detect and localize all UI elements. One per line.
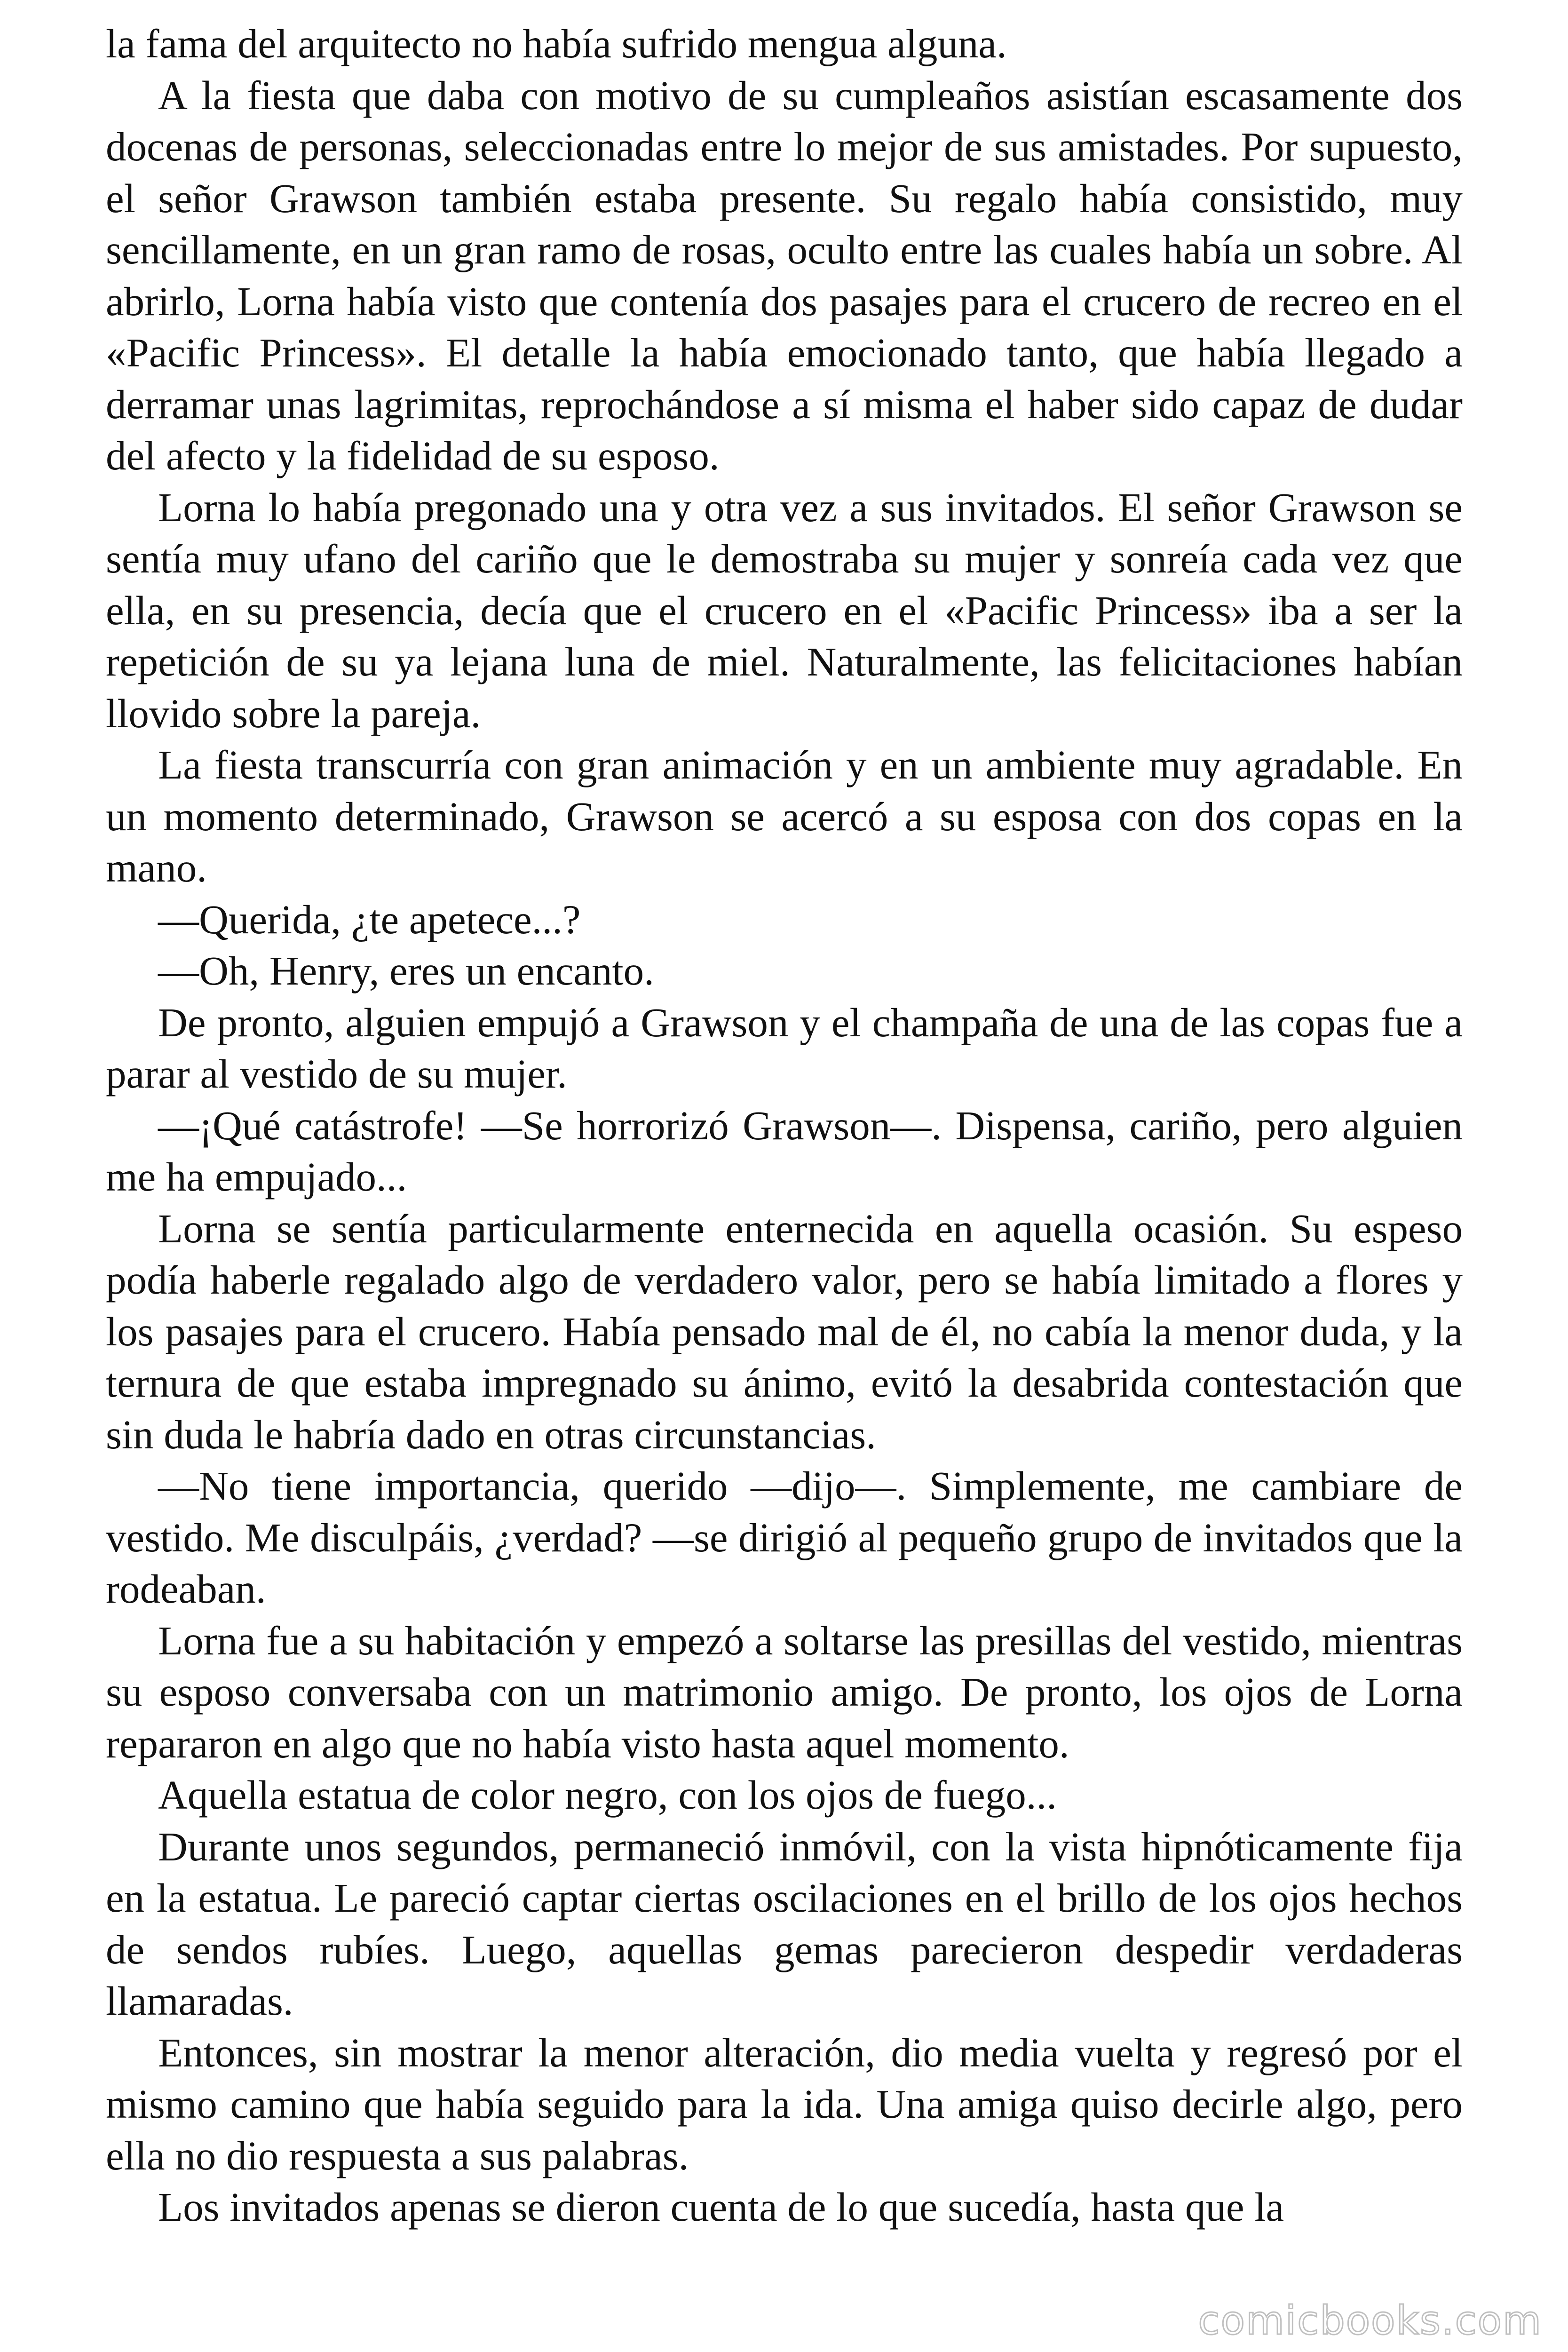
paragraph-4: La fiesta transcurría con gran animación y en un ambiente muy agradable. En un momento determinado, Grawson se acercó a su esposa con dos copas en la mano. <box>106 742 1463 890</box>
paragraph-8: Aquella estatua de color negro, con los ojos de fuego... <box>158 1772 1057 1818</box>
paragraph-5: De pronto, alguien empujó a Grawson y el champaña de una de las copas fue a parar al vestido de su mujer. <box>106 999 1463 1097</box>
paragraph-1: la fama del arquitecto no había sufrido mengua alguna. <box>106 21 1007 66</box>
paragraph-7: Lorna fue a su habitación y empezó a soltarse las presillas del vestido, mientras su esposo conversaba con un matrimonio amigo. De pronto, los ojos de Lorna repararon en algo que no había visto hasta aquel momento. <box>106 1617 1463 1766</box>
paragraph-2: A la fiesta que daba con motivo de su cumpleaños asistían escasamente dos docenas de personas, seleccionadas entre lo mejor de sus amistades. Por supuesto, el señor Grawson también estaba presente. Su regalo había consistido, muy sencillamente, en un gran ramo de rosas, oculto entre las cuales había un sobre. Al abrirlo, Lorna había visto que contenía dos pasajes para el crucero de recreo en el «Pacific Princess». El detalle la había emocionado tanto, que había llegado a derramar unas lagrimitas, reprochándose a sí misma el haber sido capaz de dudar del afecto y la fidelidad de su esposo. <box>106 72 1463 478</box>
watermark: comicbooks.com <box>1198 2297 1542 2344</box>
book-page <box>106 18 1463 2318</box>
paragraph-9: Durante unos segundos, permaneció inmóvil, con la vista hipnóticamente fija en la estatua. Le pareció captar ciertas oscilaciones en el brillo de los ojos hechos de sendos rubíes. Luego, aquellas gemas parecieron despedir verdaderas llamaradas. <box>106 1823 1463 2024</box>
dialogue-line-3: —¡Qué catástrofe! —Se horrorizó Grawson—. Dispensa, cariño, pero alguien me ha empujado... <box>106 1102 1463 1200</box>
dialogue-line-2: —Oh, Henry, eres un encanto. <box>158 948 654 993</box>
paragraph-3: Lorna lo había pregonado una y otra vez a sus invitados. El señor Grawson se sentía muy ufano del cariño que le demostraba su mujer y sonreía cada vez que ella, en su presencia, decía que el crucero en el «Pacific Princess» iba a ser la repetición de su ya lejana luna de miel. Naturalmente, las felicitaciones habían llovido sobre la pareja. <box>106 484 1463 736</box>
paragraph-6: Lorna se sentía particularmente enternecida en aquella ocasión. Su espeso podía haberle regalado algo de verdadero valor, pero se había limitado a flores y los pasajes para el crucero. Había pensado mal de él, no cabía la menor duda, y la ternura de que estaba impregnado su ánimo, evitó la desabrida contestación que sin duda le habría dado en otras circunstancias. <box>106 1205 1463 1457</box>
dialogue-line-1: —Querida, ¿te apetece...? <box>158 896 581 942</box>
paragraph-10: Entonces, sin mostrar la menor alteración, dio media vuelta y regresó por el mismo camino que había seguido para la ida. Una amiga quiso decirle algo, pero ella no dio respuesta a sus palabras. <box>106 2029 1463 2178</box>
dialogue-line-4: —No tiene importancia, querido —dijo—. Simplemente, me cambiare de vestido. Me disculpáis, ¿verdad? —se dirigió al pequeño grupo de invitados que la rodeaban. <box>106 1463 1463 1612</box>
paragraph-11: Los invitados apenas se dieron cuenta de lo que sucedía, hasta que la <box>158 2184 1284 2230</box>
